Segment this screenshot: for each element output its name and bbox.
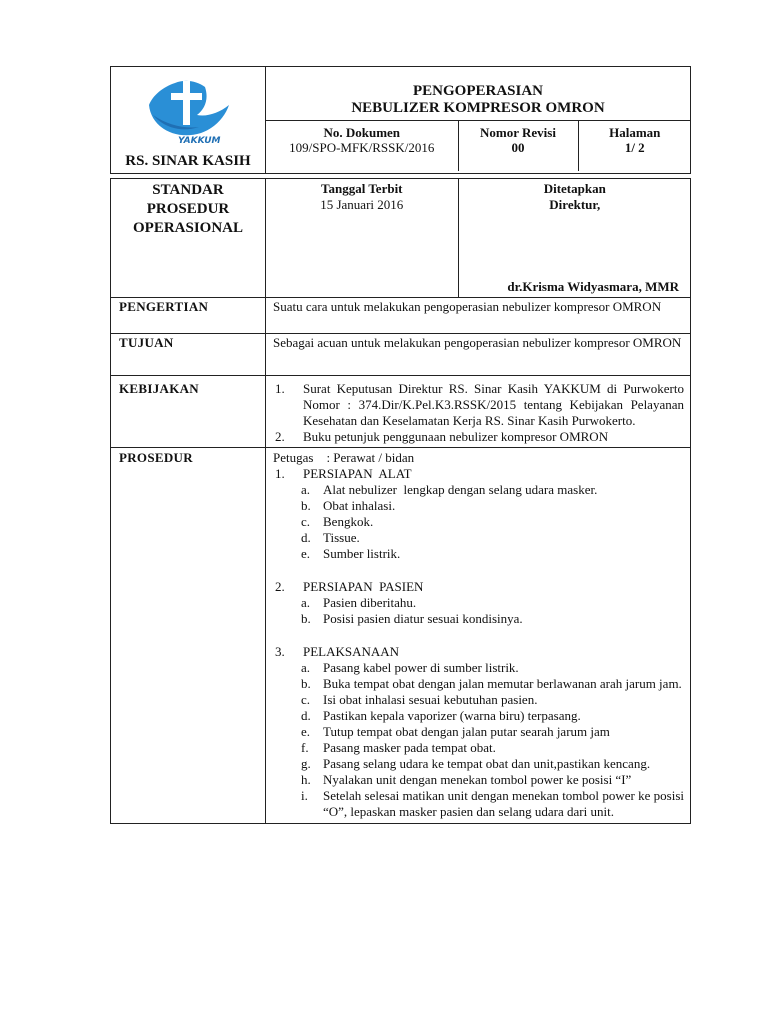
item-marker: e. (301, 546, 311, 561)
standard-row (111, 179, 691, 298)
yakkum-dove-cross-logo (145, 75, 231, 147)
step-number: 2. (275, 579, 285, 594)
item-text: Bengkok. (323, 514, 374, 529)
list-item (273, 676, 684, 692)
item-text: Tissue. (323, 530, 360, 545)
item-marker: b. (301, 676, 311, 691)
document-title (266, 67, 690, 120)
item-text: Surat Keputusan Direktur RS. Sinar Kasih YAKKUM di Purwokerto Nomor : 374.Dir/K.Pel.K3.RSSK/2015 tentang Kebijakan Pelayanan Kesehatan dan Keselamatan Kerja RS. Sinar Kasih Purwokerto. (303, 381, 684, 428)
list-item (273, 660, 684, 676)
item-text: Obat inhalasi. (323, 498, 396, 513)
item-marker: d. (301, 708, 311, 723)
kebijakan-item (273, 429, 684, 445)
list-item (273, 498, 684, 514)
standard-detail (266, 179, 691, 297)
step-title: PERSIAPAN PASIEN (303, 579, 424, 594)
item-number: 1. (275, 381, 285, 396)
kebijakan-item (273, 381, 684, 429)
item-text: Pasien diberitahu. (323, 595, 417, 610)
kebijakan-row (111, 376, 691, 448)
issue-date-cell (266, 179, 458, 297)
item-marker: d. (301, 530, 311, 545)
list-item (273, 692, 684, 708)
step-persiapan-alat (273, 466, 684, 482)
persiapan-alat-list (273, 482, 684, 562)
doc-no-cell (266, 121, 458, 172)
doc-no-value: 109/SPO-MFK/RSSK/2016 (289, 140, 435, 155)
kebijakan-label: KEBIJAKAN (111, 376, 266, 448)
item-text: Tutup tempat obat dengan jalan putar searah jarum jam (323, 724, 610, 739)
item-marker: a. (301, 660, 311, 675)
list-item (273, 724, 684, 740)
item-marker: c. (301, 692, 311, 707)
prosedur-row (111, 448, 691, 824)
item-text: Pastikan kepala vaporizer (warna biru) terpasang. (323, 708, 581, 723)
list-item (273, 708, 684, 724)
item-text: Pasang selang udara ke tempat obat dan unit,pastikan kencang. (323, 756, 651, 771)
pengertian-row (111, 298, 691, 334)
issue-date-value: 15 Januari 2016 (320, 197, 404, 212)
revision-label: Nomor Revisi (480, 125, 556, 140)
hospital-name: RS. SINAR KASIH (125, 153, 251, 169)
pengertian-label: PENGERTIAN (111, 298, 266, 334)
persiapan-pasien-list (273, 595, 684, 627)
title-line-1: PENGOPERASIAN (412, 83, 543, 99)
sop-table (110, 66, 691, 824)
tujuan-label: TUJUAN (111, 334, 266, 376)
list-item (273, 482, 684, 498)
item-text: Pasang kabel power di sumber listrik. (323, 660, 519, 675)
step-title: PELAKSANAAN (303, 644, 400, 659)
item-text: Isi obat inhalasi sesuai kebutuhan pasien. (323, 692, 538, 707)
item-text: Setelah selesai matikan unit dengan menekan tombol power ke posisi “O”, lepaskan masker pasien dan selang udara dari unit. (323, 788, 684, 819)
standard-detail-cell (266, 179, 691, 298)
title-line-2: NEBULIZER KOMPRESOR OMRON (351, 100, 605, 116)
item-text: Buka tempat obat dengan jalan memutar berlawanan arah jarum jam. (323, 676, 682, 691)
step-pelaksanaan (273, 644, 684, 660)
revision-value: 00 (511, 140, 525, 155)
standard-line-2: PROSEDUR (146, 201, 230, 217)
title-cell (266, 67, 691, 174)
tujuan-row (111, 334, 691, 376)
item-marker: g. (301, 756, 311, 771)
petugas-line: Petugas : Perawat / bidan (273, 450, 415, 465)
list-item (273, 530, 684, 546)
document-meta (266, 120, 691, 171)
header-row (111, 67, 691, 174)
item-marker: e. (301, 724, 311, 739)
list-item (273, 772, 684, 788)
item-number: 2. (275, 429, 285, 444)
approved-role: Direktur, (549, 197, 601, 212)
page-value: 1/ 2 (624, 140, 645, 155)
list-item (273, 740, 684, 756)
pelaksanaan-list (273, 660, 684, 820)
step-persiapan-pasien (273, 579, 684, 595)
page-label: Halaman (609, 125, 661, 140)
standard-line-1: STANDAR (152, 182, 224, 198)
item-marker: b. (301, 498, 311, 513)
item-text: Nyalakan unit dengan menekan tombol power ke posisi “I” (323, 772, 632, 787)
approval-cell (458, 179, 691, 297)
item-marker: h. (301, 772, 311, 787)
prosedur-label: PROSEDUR (111, 448, 266, 824)
standard-label (111, 179, 266, 298)
kebijakan-content (266, 376, 691, 448)
revision-cell (458, 121, 578, 172)
item-marker: f. (301, 740, 309, 755)
logo-cell (111, 67, 266, 174)
item-text: Posisi pasien diatur sesuai kondisinya. (323, 611, 523, 626)
item-marker: b. (301, 611, 311, 626)
step-title: PERSIAPAN ALAT (303, 466, 412, 481)
doc-no-label: No. Dokumen (323, 125, 401, 140)
signatory-name: dr.Krisma Widyasmara, MMR (507, 279, 679, 294)
list-item (273, 756, 684, 772)
step-number: 1. (275, 466, 285, 481)
pengertian-text: Suatu cara untuk melakukan pengoperasian nebulizer kompresor OMRON (266, 298, 691, 334)
item-marker: i. (301, 788, 308, 803)
approved-label: Ditetapkan (543, 181, 606, 196)
item-text: Pasang masker pada tempat obat. (323, 740, 496, 755)
list-item (273, 611, 684, 627)
item-text: Buku petunjuk penggunaan nebulizer kompresor OMRON (303, 429, 609, 444)
list-item (273, 595, 684, 611)
item-marker: c. (301, 514, 311, 529)
list-item (273, 788, 684, 820)
list-item (273, 546, 684, 562)
kebijakan-list (273, 381, 684, 445)
list-item (273, 514, 684, 530)
item-text: Sumber listrik. (323, 546, 401, 561)
sop-document (110, 66, 690, 824)
item-marker: a. (301, 482, 311, 497)
issue-date-label: Tanggal Terbit (320, 181, 403, 196)
logo-text: YAKKUM (178, 136, 221, 146)
item-text: Alat nebulizer lengkap dengan selang udara masker. (323, 482, 598, 497)
page-cell (578, 121, 691, 172)
item-marker: a. (301, 595, 311, 610)
tujuan-text: Sebagai acuan untuk melakukan pengoperasian nebulizer kompresor OMRON (266, 334, 691, 376)
step-number: 3. (275, 644, 285, 659)
standard-line-3: OPERASIONAL (132, 220, 244, 236)
prosedur-content (266, 448, 691, 824)
